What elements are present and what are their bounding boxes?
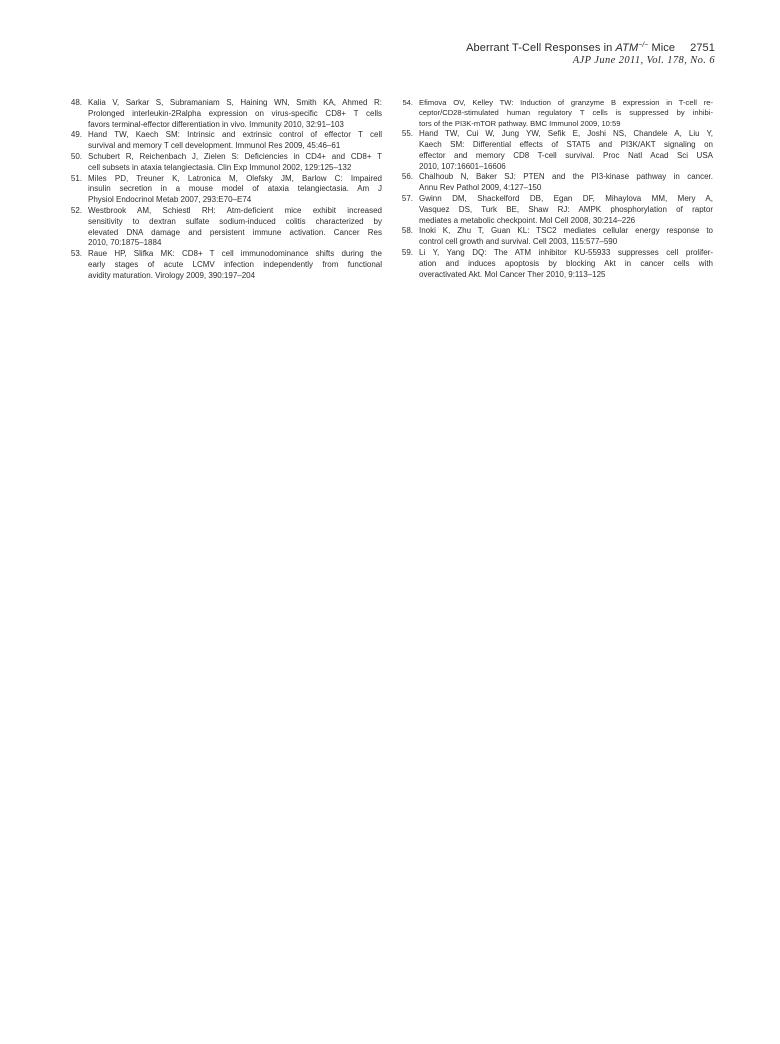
reference-line: Westbrook AM, Schiestl RH: Atm-deficient mice exhibit increased bbox=[88, 205, 382, 215]
page-number: 2751 bbox=[690, 42, 715, 54]
reference-number: 58. bbox=[401, 226, 413, 236]
reference-line: Vasquez DS, Turk BE, Shaw RJ: AMPK phosphorylation of raptor bbox=[419, 204, 713, 214]
reference-line: Kaech SM: Differential effects of STAT5 and PI3K/AKT signaling on bbox=[419, 140, 713, 150]
reference-item bbox=[399, 226, 713, 248]
reference-item bbox=[399, 172, 713, 194]
reference-line: Raue HP, Slifka MK: CD8+ T cell immunodominance shifts during the bbox=[88, 249, 382, 259]
reference-number: 52. bbox=[70, 205, 82, 215]
reference-line: Prolonged interleukin-2Ralpha expression on virus-specific CD8+ T cells bbox=[88, 108, 382, 118]
reference-line: cell subsets in ataxia telangiectasia. Clin Exp Immunol 2002, 129:125–132 bbox=[88, 162, 352, 172]
page-header bbox=[466, 40, 715, 67]
reference-line: tors of the PI3K-mTOR pathway. BMC Immunol 2009, 10:59 bbox=[419, 118, 621, 128]
running-head-suffix: Mice bbox=[648, 42, 676, 54]
reference-number: 51. bbox=[70, 173, 82, 183]
reference-text bbox=[88, 152, 382, 174]
reference-item bbox=[68, 130, 382, 152]
journal-citation: AJP June 2011, Vol. 178, No. 6 bbox=[572, 55, 715, 66]
reference-item bbox=[399, 129, 713, 172]
reference-text bbox=[419, 248, 713, 280]
reference-number: 56. bbox=[401, 172, 413, 182]
reference-item bbox=[68, 152, 382, 174]
reference-line: Annu Rev Pathol 2009, 4:127–150 bbox=[419, 183, 542, 193]
reference-line: control cell growth and survival. Cell 2003, 115:577–590 bbox=[419, 237, 618, 247]
reference-number: 48. bbox=[70, 98, 82, 107]
gene-superscript: −/− bbox=[638, 42, 649, 49]
reference-number: 50. bbox=[70, 151, 82, 161]
reference-number: 54. bbox=[402, 98, 413, 107]
reference-item bbox=[399, 98, 713, 129]
reference-item bbox=[68, 206, 382, 249]
reference-text bbox=[419, 194, 713, 226]
running-head-prefix: Aberrant T-Cell Responses in bbox=[466, 42, 616, 54]
reference-text bbox=[88, 130, 382, 152]
reference-line: Hand TW, Cui W, Jung YW, Sefik E, Joshi NS, Chandele A, Liu Y, bbox=[419, 129, 713, 139]
reference-line: Chalhoub N, Baker SJ: PTEN and the PI3-kinase pathway in cancer. bbox=[419, 172, 713, 182]
reference-line: Physiol Endocrinol Metab 2007, 293:E70–E74 bbox=[88, 195, 252, 205]
reference-item bbox=[399, 248, 713, 280]
reference-text bbox=[88, 174, 382, 206]
reference-item bbox=[68, 174, 382, 206]
reference-line: Gwinn DM, Shackelford DB, Egan DF, Mihaylova MM, Mery A, bbox=[419, 194, 713, 203]
reference-text bbox=[419, 172, 713, 194]
reference-line: favors terminal-effector differentiation in vivo. Immunity 2010, 32:91–103 bbox=[88, 119, 344, 129]
references-column-left bbox=[68, 98, 382, 282]
reference-line: 2010, 70:1875–1884 bbox=[88, 238, 162, 248]
references-column-right bbox=[399, 98, 713, 282]
reference-line: sensitivity to dextran sulfate sodium-induced colitis characterized by bbox=[88, 216, 382, 226]
reference-columns bbox=[68, 98, 713, 282]
reference-item bbox=[399, 194, 713, 226]
reference-number: 53. bbox=[70, 249, 82, 259]
reference-text bbox=[419, 98, 713, 129]
reference-line: mediates a metabolic checkpoint. Mol Cell 2008, 30:214–226 bbox=[419, 215, 636, 225]
reference-number: 49. bbox=[70, 130, 82, 140]
reference-line: elevated DNA damage and persistent immune activation. Cancer Res bbox=[88, 227, 382, 237]
reference-text bbox=[88, 206, 382, 249]
reference-line: effector and memory CD8 T-cell survival. Proc Natl Acad Sci USA bbox=[419, 150, 713, 160]
gene-symbol: ATM bbox=[615, 42, 639, 54]
reference-number: 57. bbox=[401, 194, 413, 203]
reference-line: ceptor/CD28-stimulated human regulatory T cells is suppressed by inhibi- bbox=[419, 108, 713, 118]
reference-line: Miles PD, Treuner K, Latronica M, Olefsky JM, Barlow C: Impaired bbox=[88, 173, 382, 183]
reference-line: avidity maturation. Virology 2009, 390:197–204 bbox=[88, 270, 256, 280]
reference-line: insulin secretion in a mouse model of ataxia telangiectasia. Am J bbox=[88, 184, 382, 194]
reference-line: Schubert R, Reichenbach J, Zielen S: Deficiencies in CD4+ and CD8+ T bbox=[88, 151, 382, 161]
reference-text bbox=[419, 226, 713, 248]
reference-number: 55. bbox=[401, 129, 413, 139]
reference-line: early stages of acute LCMV infection independently from functional bbox=[88, 259, 382, 269]
reference-line: Inoki K, Zhu T, Guan KL: TSC2 mediates cellular energy response to bbox=[419, 226, 713, 236]
reference-line: overactivated Akt. Mol Cancer Ther 2010, 9:113–125 bbox=[419, 269, 606, 279]
reference-line: ation and induces apoptosis by blocking Akt in cancer cells with bbox=[419, 258, 713, 268]
running-head bbox=[466, 40, 715, 54]
reference-line: 2010, 107:16601–16606 bbox=[419, 161, 506, 171]
reference-text bbox=[419, 129, 713, 172]
reference-text bbox=[88, 249, 382, 281]
reference-line: survival and memory T cell development. Immunol Res 2009, 45:46–61 bbox=[88, 141, 341, 151]
reference-line: Li Y, Yang DQ: The ATM inhibitor KU-55933 suppresses cell prolifer- bbox=[419, 247, 713, 257]
reference-number: 59. bbox=[401, 247, 413, 257]
reference-item bbox=[68, 249, 382, 281]
reference-line: Kalia V, Sarkar S, Subramaniam S, Haining WN, Smith KA, Ahmed R: bbox=[88, 98, 382, 107]
reference-item bbox=[68, 98, 382, 130]
reference-line: Hand TW, Kaech SM: Intrinsic and extrinsic control of effector T cell bbox=[88, 130, 382, 140]
reference-text bbox=[88, 98, 382, 130]
reference-line: Efimova OV, Kelley TW: Induction of granzyme B expression in T-cell re- bbox=[419, 98, 713, 107]
